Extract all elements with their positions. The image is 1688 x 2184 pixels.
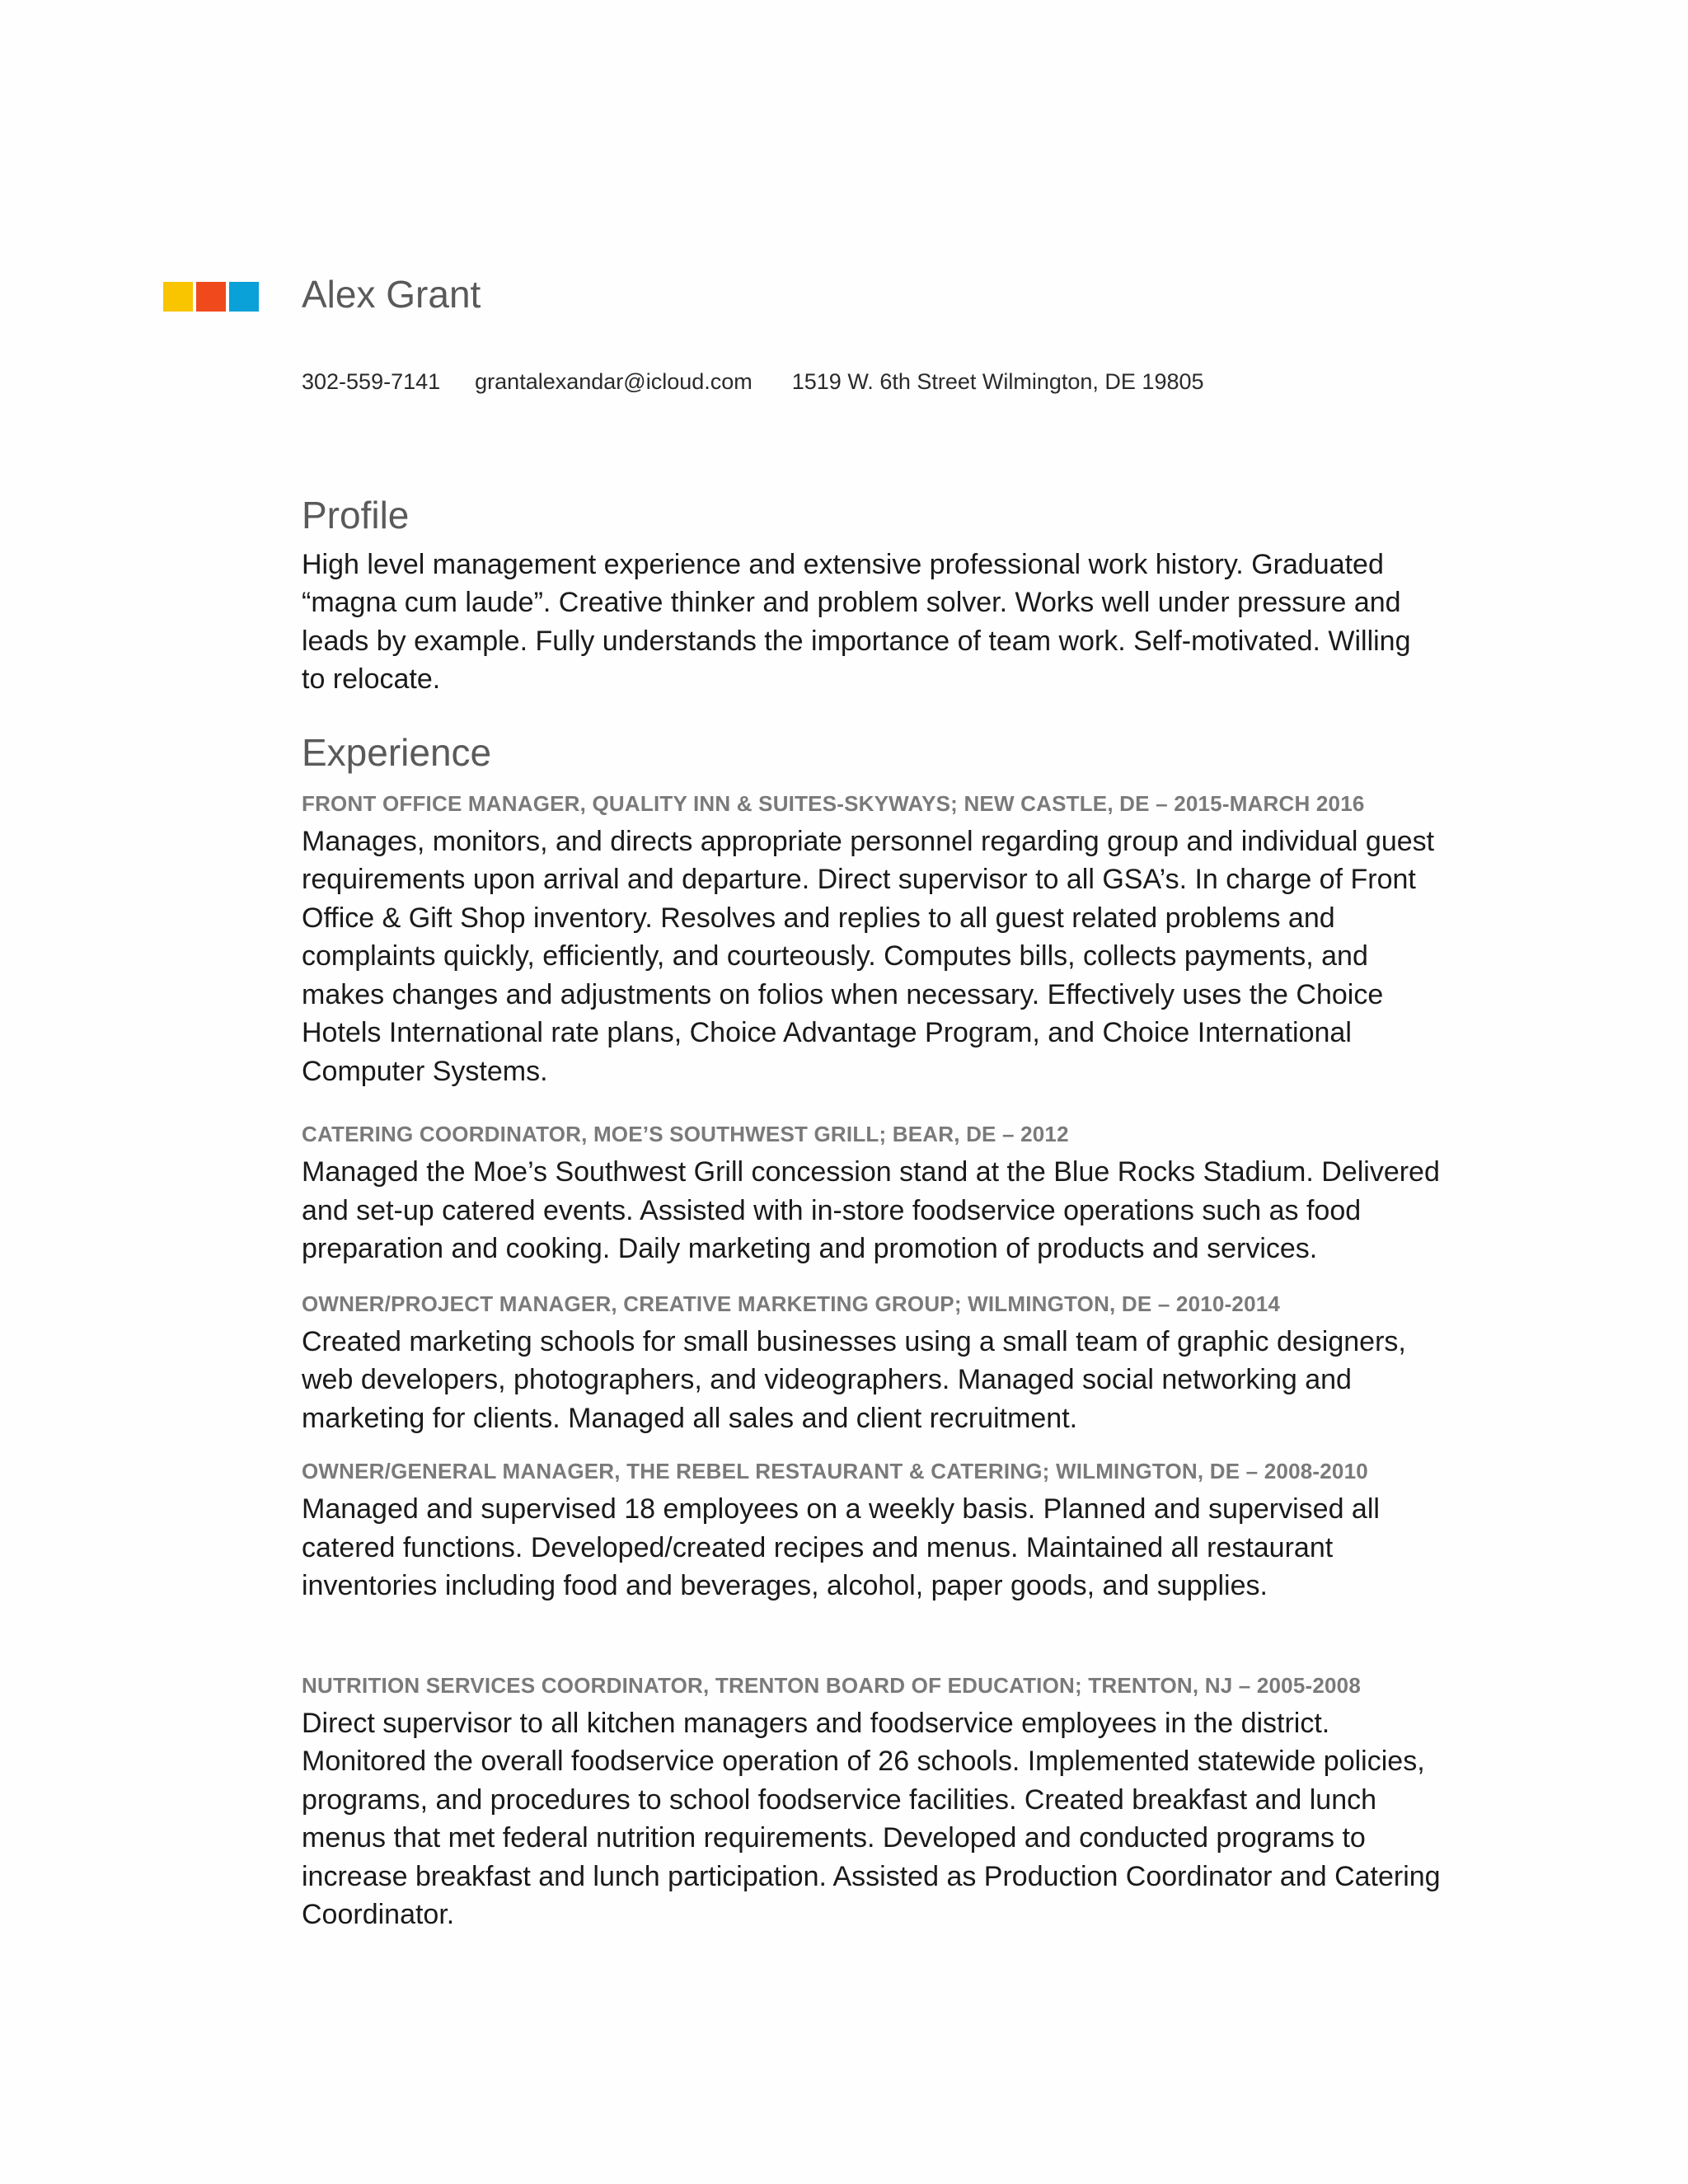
contact-address: 1519 W. 6th Street Wilmington, DE 19805 [791,369,1204,394]
experience-heading: Experience [302,730,492,774]
contact-line [302,369,1204,395]
job-description: Managed the Moe’s Southwest Grill concession stand at the Blue Rocks Stadium. Delivered and set-up catered events. Assisted with in-store foodservice operations such as food preparation and cooking. Daily marketing and promotion of products and services. [302,1156,1440,1265]
job-description: Direct supervisor to all kitchen managers and foodservice employees in the district. Monitored the overall foodservice operation of 26 schools. Implemented statewide policies, programs, and procedures to school foodservice facilities. Created breakfast and lunch menus that met federal nutrition requirements. Developed and conducted programs to increase breakfast and lunch participation. Assisted as Production Coordinator and Catering Coordinator. [302,1707,1441,1931]
job-title: NUTRITION SERVICES COORDINATOR, TRENTON BOARD OF EDUCATION; TRENTON, NJ – 2005-2008 [302,1672,1362,1698]
contact-email: grantalexandar@icloud.com [475,369,753,394]
logo-block-red [196,282,226,312]
job-title: OWNER/GENERAL MANAGER, THE REBEL RESTAURANT & CATERING; WILMINGTON, DE – 2008-2010 [302,1459,1368,1484]
candidate-name: Alex Grant [302,273,481,316]
job-entry [302,790,1456,1091]
job-entry [302,1671,1456,1934]
resume-content [302,491,1456,1934]
job-description: Managed and supervised 18 employees on a weekly basis. Planned and supervised all catered functions. Developed/created recipes and menus. Maintained all restaurant inventories including food and beverages, alcohol, paper goods, and supplies. [302,1493,1380,1602]
contact-phone: 302-559-7141 [302,369,441,394]
job-entry [302,1120,1456,1268]
logo-block-blue [229,282,259,312]
profile-section [302,491,1456,699]
profile-heading: Profile [302,494,410,537]
job-entry [302,1457,1456,1605]
job-title: CATERING COORDINATOR, MOE’S SOUTHWEST GRILL; BEAR, DE – 2012 [302,1122,1069,1147]
job-title: OWNER/PROJECT MANAGER, CREATIVE MARKETING GROUP; WILMINGTON, DE – 2010-2014 [302,1291,1281,1316]
job-description: Manages, monitors, and directs appropriate personnel regarding group and individual guest requirements upon arrival and departure. Direct supervisor to all GSA’s. In charge of Front Office & Gift Shop inventory. Resolves and replies to all guest related problems and complaints quickly, efficiently, and courteously. Computes bills, collects payments, and makes changes and adjustments on folios when necessary. Effectively uses the Choice Hotels International rate plans, Choice Advantage Program, and Choice International Computer Systems. [302,825,1435,1087]
job-entry [302,1290,1456,1438]
logo-color-blocks [163,282,259,312]
job-title: FRONT OFFICE MANAGER, QUALITY INN & SUITES-SKYWAYS; NEW CASTLE, DE – 2015-MARCH 2016 [302,790,1365,816]
experience-section [302,729,1456,1934]
logo-block-yellow [163,282,193,312]
job-description: Created marketing schools for small businesses using a small team of graphic designers, web developers, photographers, and videographers. Managed social networking and marketing for clients. Managed all sales and client recruitment. [302,1325,1406,1434]
profile-text: High level management experience and extensive professional work history. Graduated “magna cum laude”. Creative thinker and problem solver. Works well under pressure and leads by example. Fully understands the importance of team work. Self-motivated. Willing to relocate. [302,548,1411,696]
